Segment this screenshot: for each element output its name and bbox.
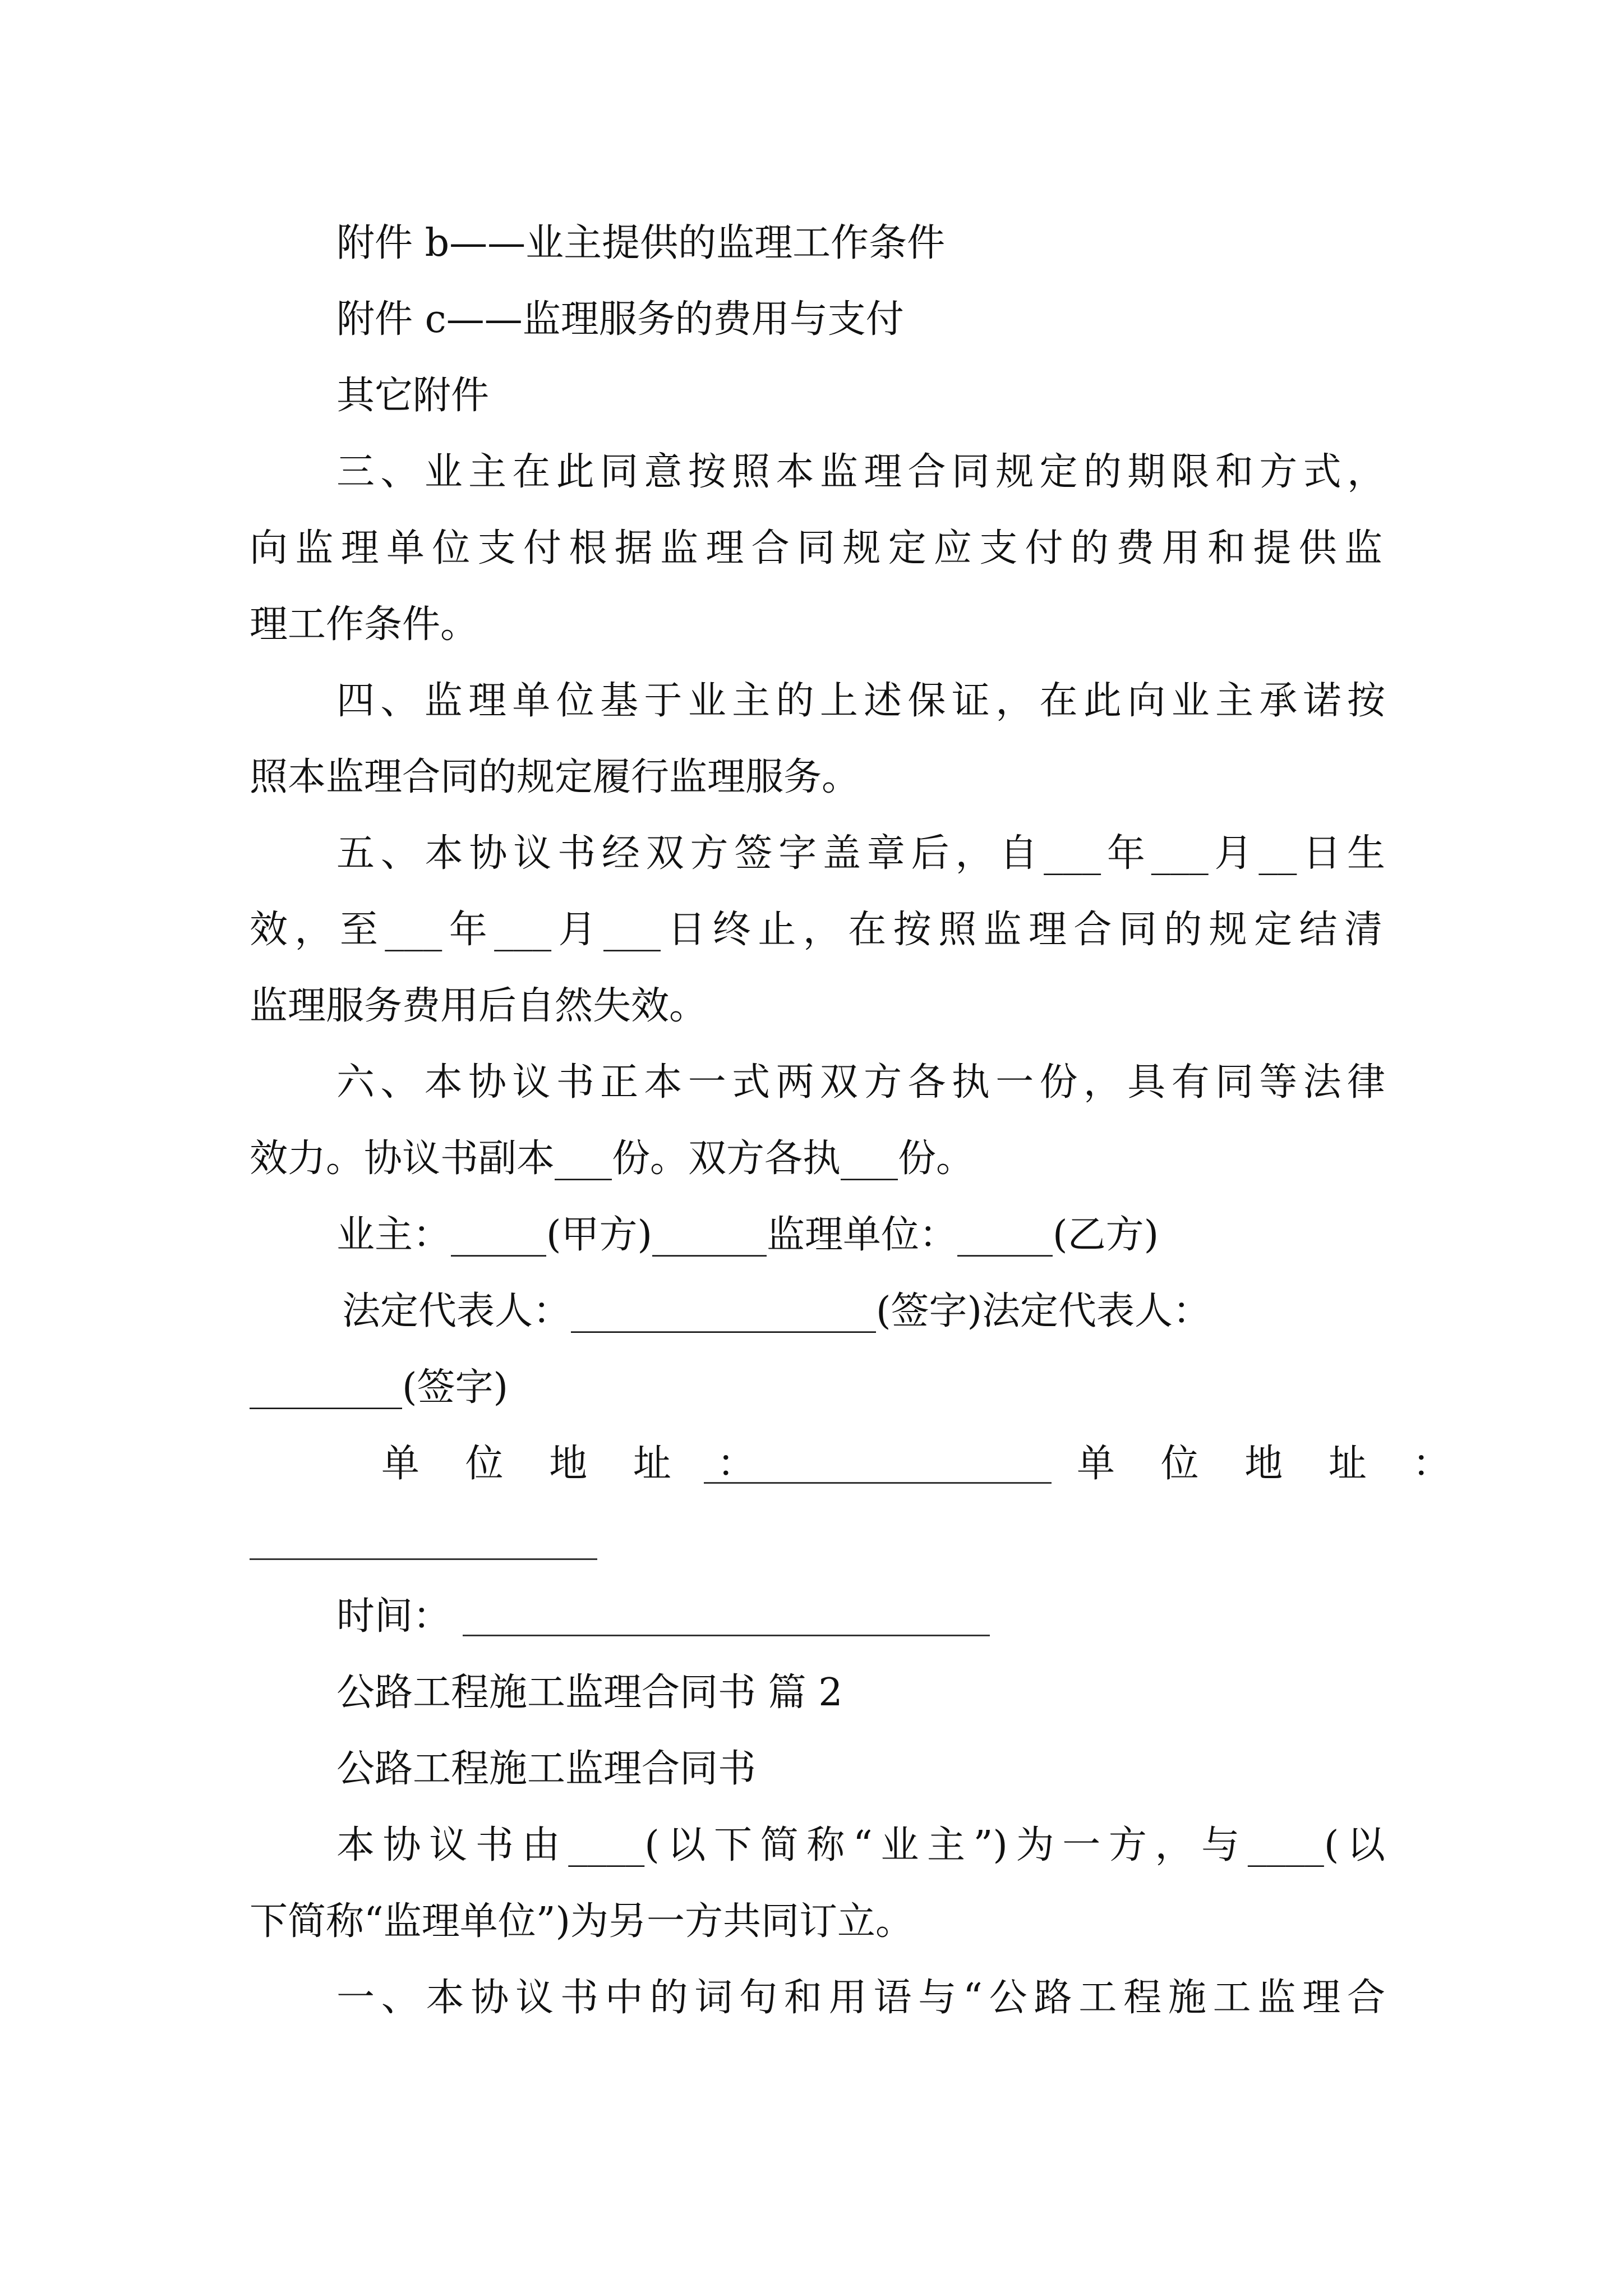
clause-one-line-1: 一、本协议书中的词句和用语与“公路工程施工监理合 [336,1976,1385,2020]
other-attachments-line: 其它附件 [336,374,490,418]
attachment-c-line: 附件 c——监理服务的费用与支付 [336,297,904,342]
signature-continuation-line: ________(签字) [250,1365,509,1410]
supervisor-address-blank [250,1558,597,1560]
owner-address-blank [704,1482,1052,1484]
clause-four-line-2: 照本监理合同的规定履行监理服务。 [250,755,860,799]
agreement-intro-line-2: 下简称“监理单位”)为另一方共同订立。 [250,1899,914,1944]
clause-five-line-1: 五、本协议书经双方签字盖章后，自___年___月__日生 [336,831,1385,876]
date-label: 时间： [336,1594,451,1639]
clause-four-line-1: 四、监理单位基于业主的上述保证，在此向业主承诺按 [336,679,1385,723]
contract-title: 公路工程施工监理合同书 [336,1747,757,1791]
owner-address-label: 单 位 地 址 ： [381,1442,772,1486]
clause-five-line-2: 效，至___年___月___日终止，在按照监理合同的规定结清 [250,908,1382,952]
section-heading-part-2: 公路工程施工监理合同书 篇 2 [336,1671,843,1715]
legal-representative-line: 法定代表人：________________(签字)法定代表人： [342,1289,1211,1333]
supervisor-address-label: 单 位 地 址 ： [1077,1442,1468,1486]
clause-three-line-1: 三、业主在此同意按照本监理合同规定的期限和方式， [336,450,1385,494]
clause-three-line-3: 理工作条件。 [250,602,479,647]
clause-six-line-2: 效力。协议书副本___份。双方各执___份。 [250,1137,975,1181]
signature-owner-line: 业主：_____(甲方)______监理单位：_____(乙方) [336,1213,1159,1257]
attachment-b-line: 附件 b——业主提供的监理工作条件 [336,221,946,265]
date-blank [463,1635,990,1636]
clause-five-line-3: 监理服务费用后自然失效。 [250,984,708,1028]
clause-six-line-1: 六、本协议书正本一式两双方各执一份，具有同等法律 [336,1060,1385,1105]
agreement-intro-line-1: 本协议书由____(以下简称“业主”)为一方，与____(以 [336,1823,1385,1867]
clause-three-line-2: 向监理单位支付根据监理合同规定应支付的费用和提供监 [250,526,1382,570]
